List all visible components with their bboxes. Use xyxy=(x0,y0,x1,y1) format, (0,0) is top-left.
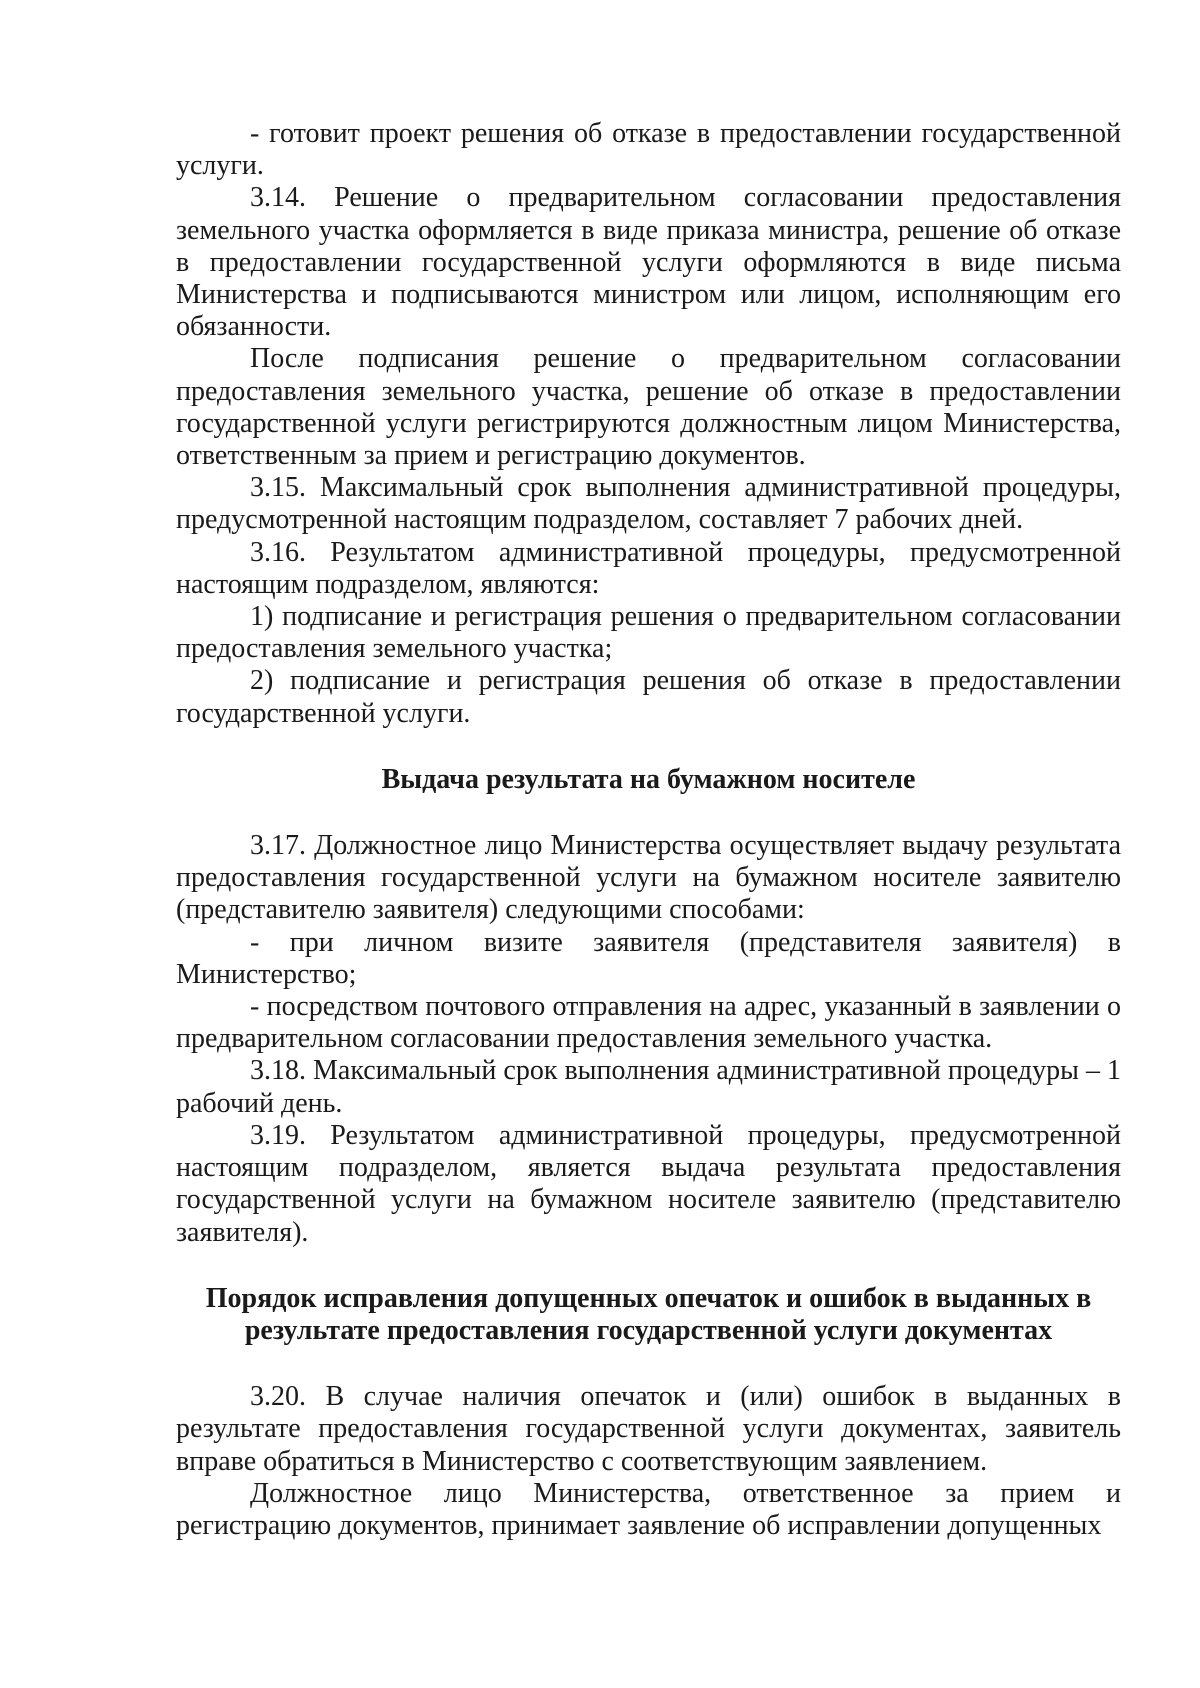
section-heading-line: Порядок исправления допущенных опечаток и ошибок в выданных в xyxy=(205,1282,1092,1314)
section-heading-line: результате предоставления государственной услуги документах xyxy=(244,1314,1053,1346)
section-heading: Выдача результата на бумажном носителе xyxy=(381,763,916,795)
paragraph-3-18: 3.18. Максимальный срок выполнения административной процедуры – 1 рабочий день. xyxy=(176,1055,1121,1119)
paragraph-3-17: 3.17. Должностное лицо Министерства осуществляет выдачу результата предоставления государственной услуги на бумажном носителе заявителю (представителю заявителя) следующими способами: xyxy=(176,830,1121,926)
paragraph: Должностное лицо Министерства, ответственное за прием и регистрацию документов, принимает заявление об исправлении допущенных xyxy=(176,1477,1121,1541)
section-heading xyxy=(176,1283,1121,1347)
paragraph-3-15: 3.15. Максимальный срок выполнения административной процедуры, предусмотренной настоящим подразделом, составляет 7 рабочих дней. xyxy=(176,472,1121,536)
paragraph-3-14: 3.14. Решение о предварительном согласовании предоставления земельного участка оформляется в виде приказа министра, решение об отказе в предоставлении государственной услуги оформляются в виде письма Министерства и подписываются министром или лицом, исполняющим его обязанности. xyxy=(176,182,1121,343)
list-item: - при личном визите заявителя (представителя заявителя) в Министерство; xyxy=(176,926,1121,990)
paragraph-3-16: 3.16. Результатом административной процедуры, предусмотренной настоящим подразделом, являются: xyxy=(176,536,1121,600)
list-item: 1) подписание и регистрация решения о предварительном согласовании предоставления земельного участка; xyxy=(176,601,1121,665)
paragraph: После подписания решение о предварительном согласовании предоставления земельного участка, решение об отказе в предоставлении государственной услуги регистрируются должностным лицом Министерства, ответственным за прием и регистрацию документов. xyxy=(176,343,1121,472)
paragraph-3-19: 3.19. Результатом административной процедуры, предусмотренной настоящим подразделом, является выдача результата предоставления государственной услуги на бумажном носителе заявителю (представителю заявителя). xyxy=(176,1119,1121,1248)
list-item: - посредством почтового отправления на адрес, указанный в заявлении о предварительном согласовании предоставления земельного участка. xyxy=(176,991,1121,1055)
document-body xyxy=(176,118,1121,1542)
paragraph: - готовит проект решения об отказе в предоставлении государственной услуги. xyxy=(176,118,1121,182)
paragraph-3-20: 3.20. В случае наличия опечаток и (или) ошибок в выданных в результате предоставления государственной услуги документах, заявитель вправе обратиться в Министерство с соответствующим заявлением. xyxy=(176,1381,1121,1477)
list-item: 2) подписание и регистрация решения об отказе в предоставлении государственной услуги. xyxy=(176,665,1121,729)
